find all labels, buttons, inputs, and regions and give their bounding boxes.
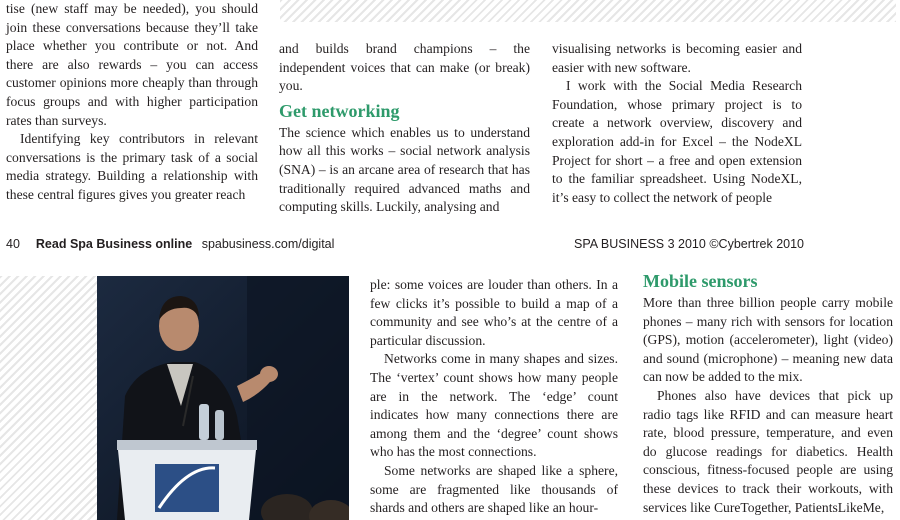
issue-label: SPA BUSINESS 3 2010	[574, 237, 706, 251]
paragraph: Networks come in many shapes and sizes. The ‘vertex’ count shows how many people are in the network. The ‘edge’ count indicates how many connections there are among them and the ‘degree’ count shows who has the most connections.	[370, 351, 618, 460]
hatch-panel-bottom-left	[0, 276, 97, 520]
paragraph: ple: some voices are louder than others. In a few clicks it’s possible to build a map of a community and see who’s at the centre of a particular discussion.	[370, 277, 618, 348]
section-heading: Mobile sensors	[643, 271, 758, 291]
paragraph: The science which enables us to understand how all this works – social network analysis (SNA) – is an arcane area of research that has traditionally required advanced maths and computing skills. Luckily, analysing and	[279, 124, 530, 215]
top-column-1	[6, 0, 258, 205]
bottom-column-2	[370, 276, 618, 518]
copyright-label: ©Cybertrek 2010	[709, 237, 804, 251]
read-online-label: Read Spa Business online	[35, 237, 193, 251]
paragraph: Identifying key contributors in relevant conversations is the primary task of a social media strategy. Building a relationship with these central figures gives you greater reach	[6, 131, 258, 202]
top-column-2	[279, 40, 530, 217]
paragraph: tise (new staff may be needed), you should join these conversations because they’ll take place whether you contribute or not. And there are also rewards – you can access customer opinions more cheaply than through focus groups and with higher participation rates than surveys.	[6, 1, 258, 128]
paragraph: I work with the Social Media Research Foundation, whose primary project is to create a network overview, discovery and exploration add-in for Excel – the NodeXL Project for short – a free and open extension to the familiar spreadsheet. Using NodeXL, it’s easy to collect the network of people	[552, 78, 802, 205]
url-link[interactable]: spabusiness.com/digital	[201, 237, 335, 251]
page-footer	[6, 236, 804, 252]
footer-left	[6, 237, 340, 251]
paragraph: visualising networks is becoming easier and easier with new software.	[552, 41, 802, 75]
footer-right	[574, 237, 804, 251]
speaker-photo	[97, 276, 349, 520]
paragraph: Phones also have devices that pick up radio tags like RFID and can measure heart rate, blood pressure, temperature, and even do glucose readings for diabetics. Health conscious, fitness-focused people are using these devices to track their workouts, with services like CureTogether, PatientsLikeMe,	[643, 387, 893, 515]
paragraph: and builds brand champions – the independent voices that can make (or break) you.	[279, 41, 530, 94]
bottom-column-3	[643, 270, 893, 517]
page-number: 40	[6, 237, 20, 251]
speaker-illustration	[97, 276, 349, 520]
paragraph: More than three billion people carry mobile phones – many rich with sensors for location (GPS), motion (accelerometer), light (video) and sound (microphone) – meaning new data can now be added to the mix.	[643, 295, 893, 385]
top-column-3	[552, 40, 802, 207]
hatch-panel-top-right	[280, 0, 896, 22]
paragraph: Some networks are shaped like a sphere, some are fragmented like thousands of shards and others are shaped like an hour-	[370, 462, 618, 516]
section-heading: Get networking	[279, 100, 400, 121]
